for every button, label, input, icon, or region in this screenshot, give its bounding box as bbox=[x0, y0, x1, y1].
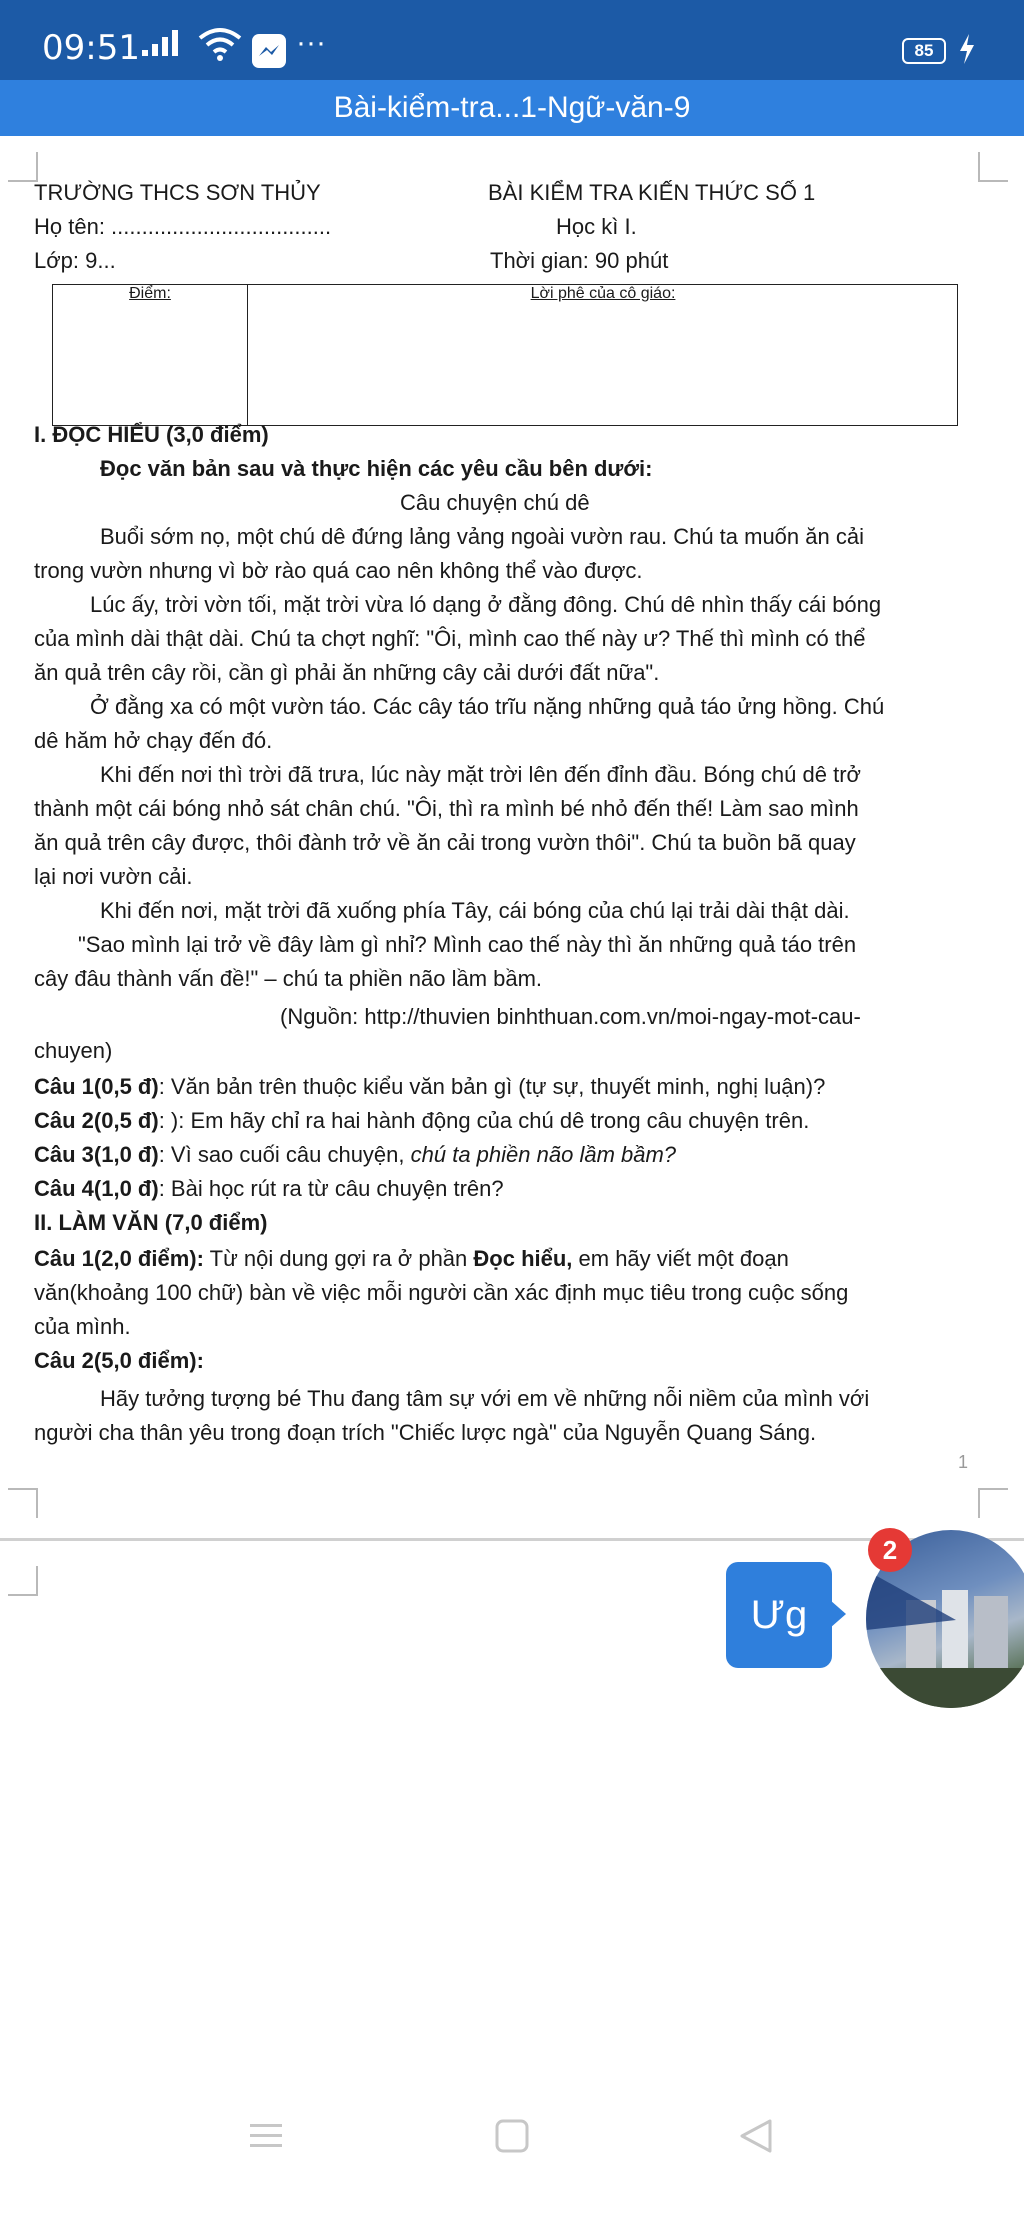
page-corner-mark bbox=[8, 1566, 38, 1596]
question-label: Câu 3(1,0 đ) bbox=[34, 1142, 159, 1167]
school-name: TRƯỜNG THCS SƠN THỦY bbox=[34, 180, 321, 205]
signal-icon bbox=[142, 28, 188, 58]
story-source: chuyen) bbox=[34, 1038, 113, 1063]
question-label: Câu 2(0,5 đ) bbox=[34, 1108, 159, 1133]
status-bar bbox=[0, 0, 1024, 80]
story-line: Ở đằng xa có một vườn táo. Các cây táo trĩu nặng những quả táo ửng hồng. Chú bbox=[90, 694, 885, 719]
more-notifications-icon: ··· bbox=[296, 26, 326, 59]
question-text: : Văn bản trên thuộc kiểu văn bản gì (tự sự, thuyết minh, nghị luận)? bbox=[158, 1074, 826, 1099]
question-text: Từ nội dung gợi ra ở phần bbox=[203, 1246, 474, 1271]
story-line: Khi đến nơi thì trời đã trưa, lúc này mặt trời lên đến đỉnh đầu. Bóng chú dê trở bbox=[100, 762, 861, 787]
score-cell bbox=[53, 285, 248, 425]
page-corner-mark bbox=[8, 152, 38, 182]
document-title: Bài-kiểm-tra...1-Ngữ-văn-9 bbox=[333, 91, 691, 124]
question-text: : ): Em hãy chỉ ra hai hành động của chú dê trong câu chuyện trên. bbox=[158, 1108, 810, 1133]
comment-label: Lời phê của cô giáo: bbox=[530, 285, 676, 302]
story-line: cây đâu thành vấn đề!" – chú ta phiền não lầm bầm. bbox=[34, 966, 543, 991]
question-3 bbox=[34, 1142, 974, 1168]
question-text-italic: chú ta phiền não lầm bầm? bbox=[410, 1142, 677, 1167]
story-line: Lúc ấy, trời vờn tối, mặt trời vừa ló dạng ở đằng đông. Chú dê nhìn thấy cái bóng bbox=[90, 592, 882, 617]
essay-question-1-line: văn(khoảng 100 chữ) bàn về việc mỗi người cần xác định mục tiêu trong cuộc sống bbox=[34, 1280, 849, 1305]
page-number: 1 bbox=[958, 1452, 969, 1472]
story-line: lại nơi vườn cải. bbox=[34, 864, 193, 889]
document-title-bar[interactable] bbox=[0, 80, 1024, 136]
home-icon[interactable] bbox=[494, 2118, 530, 2154]
class-label: Lớp: 9... bbox=[34, 248, 116, 273]
question-label: Câu 1(0,5 đ) bbox=[34, 1074, 159, 1099]
score-label: Điểm: bbox=[129, 285, 171, 302]
name-field-label: Họ tên: .................................... bbox=[34, 214, 332, 239]
essay-question-2-line: người cha thân yêu trong đoạn trích "Chiếc lược ngà" của Nguyễn Quang Sáng. bbox=[34, 1420, 817, 1445]
story-line: Buổi sớm nọ, một chú dê đứng lảng vảng ngoài vườn rau. Chú ta muốn ăn cải bbox=[100, 524, 864, 549]
story-line: dê hăm hở chạy đến đó. bbox=[34, 728, 273, 753]
test-title: BÀI KIỂM TRA KIẾN THỨC SỐ 1 bbox=[488, 180, 816, 205]
chat-bubble-label: Ưg bbox=[750, 1593, 808, 1637]
chat-bubble-tail bbox=[830, 1600, 846, 1628]
story-line: Khi đến nơi, mặt trời đã xuống phía Tây, cái bóng của chú lại trải dài thật dài. bbox=[100, 898, 850, 923]
charging-icon bbox=[958, 34, 976, 64]
page-corner-mark bbox=[978, 152, 1008, 182]
question-label: Câu 4(1,0 đ) bbox=[34, 1176, 159, 1201]
essay-question-1-line: của mình. bbox=[34, 1314, 131, 1339]
essay-question-2-line: Hãy tưởng tượng bé Thu đang tâm sự với em về những nỗi niềm của mình với bbox=[100, 1386, 870, 1411]
story-line: trong vườn nhưng vì bờ rào quá cao nên không thể vào được. bbox=[34, 558, 643, 583]
navigation-bar bbox=[0, 2100, 1024, 2217]
question-4 bbox=[34, 1176, 974, 1202]
story-source: (Nguồn: http://thuvien binhthuan.com.vn/moi-ngay-mot-cau- bbox=[280, 1004, 861, 1029]
battery-icon: 85 bbox=[902, 38, 946, 64]
question-label: Câu 1(2,0 điểm): bbox=[34, 1246, 204, 1271]
chat-bubble-button[interactable] bbox=[726, 1562, 832, 1668]
messenger-icon bbox=[252, 34, 286, 68]
question-label: Câu 2(5,0 điểm): bbox=[34, 1348, 204, 1373]
comment-cell bbox=[249, 285, 957, 303]
status-time: 09:51 bbox=[42, 28, 140, 68]
menu-icon[interactable] bbox=[248, 2118, 284, 2154]
story-line: của mình dài thật dài. Chú ta chợt nghĩ: "Ôi, mình cao thế này ư? Thế thì mình có thể bbox=[34, 626, 866, 651]
story-line: thành một cái bóng nhỏ sát chân chú. "Ôi, thì ra mình bé nhỏ đến thế! Làm sao mình bbox=[34, 796, 859, 821]
reading-instruction: Đọc văn bản sau và thực hiện các yêu cầu bên dưới: bbox=[100, 456, 653, 481]
story-line: "Sao mình lại trở về đây làm gì nhỉ? Mình cao thế này thì ăn những quả táo trên bbox=[78, 932, 857, 957]
question-text: : Bài học rút ra từ câu chuyện trên? bbox=[158, 1176, 504, 1201]
essay-question-1 bbox=[34, 1246, 974, 1272]
duration-label: Thời gian: 90 phút bbox=[490, 248, 669, 273]
section-heading: I. ĐỌC HIỂU (3,0 điểm) bbox=[34, 422, 269, 447]
story-line: ăn quả trên cây được, thôi đành trở về ăn cải trong vườn thôi". Chú ta buồn bã quay bbox=[34, 830, 856, 855]
back-icon[interactable] bbox=[738, 2118, 774, 2154]
question-text: em hãy viết một đoạn bbox=[572, 1246, 789, 1271]
question-1 bbox=[34, 1074, 974, 1100]
semester-label: Học kì I. bbox=[556, 214, 637, 239]
wifi-icon bbox=[198, 26, 242, 62]
question-text: : Vì sao cuối câu chuyện, bbox=[158, 1142, 411, 1167]
unread-count-badge: 2 bbox=[868, 1528, 912, 1572]
question-2 bbox=[34, 1108, 974, 1134]
page-corner-mark bbox=[978, 1488, 1008, 1518]
grade-box bbox=[52, 284, 958, 426]
section-heading: II. LÀM VĂN (7,0 điểm) bbox=[34, 1210, 268, 1235]
page-corner-mark bbox=[8, 1488, 38, 1518]
story-title: Câu chuyện chú dê bbox=[400, 490, 590, 515]
question-text-bold: Đọc hiểu, bbox=[473, 1246, 573, 1271]
story-line: ăn quả trên cây rồi, cần gì phải ăn những cây cải dưới đất nữa". bbox=[34, 660, 660, 685]
